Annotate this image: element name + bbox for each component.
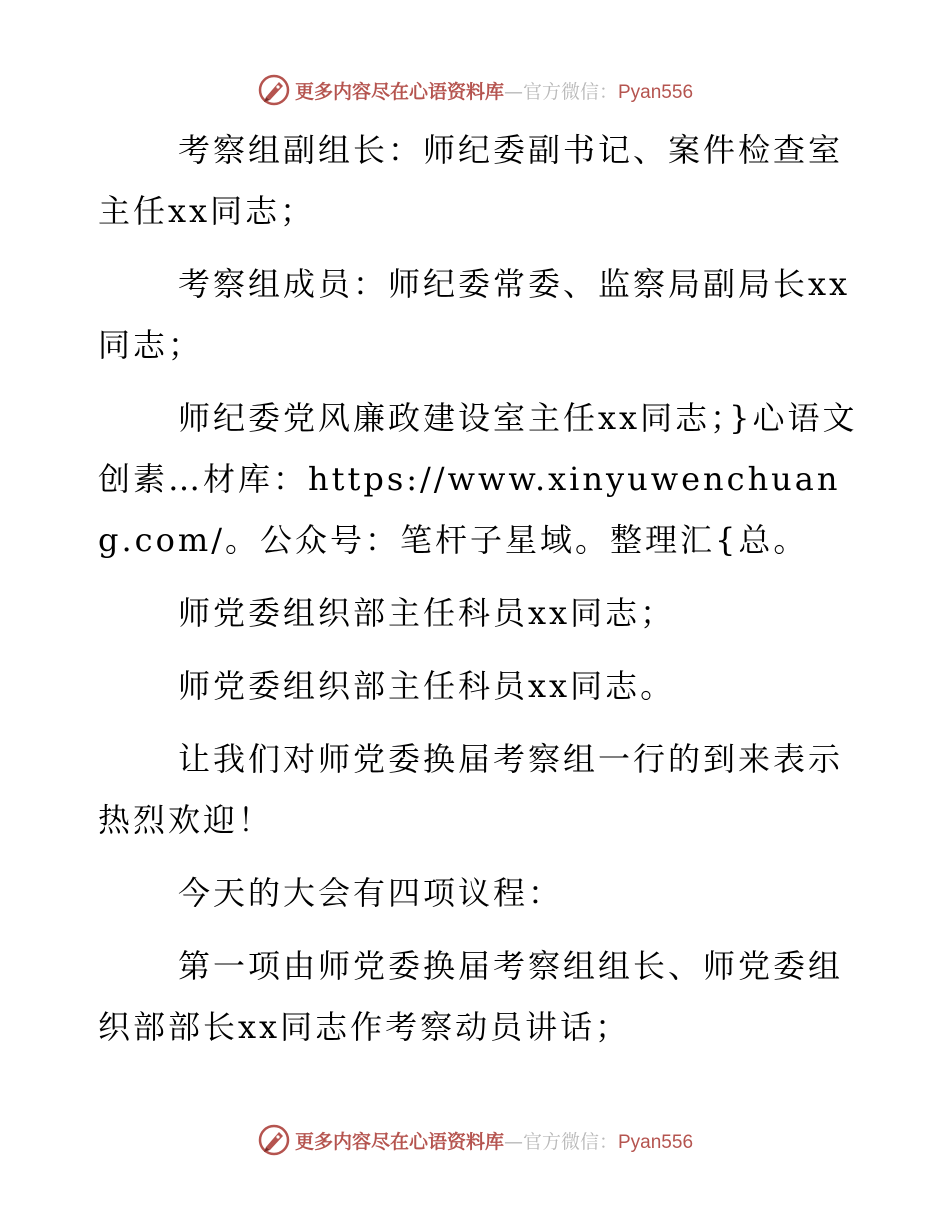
paragraph: 让我们对师党委换届考察组一行的到来表示热烈欢迎！ [98, 740, 844, 839]
paragraph: 师党委组织部主任科员xx同志。 [178, 667, 676, 705]
banner-separator-text: —官方微信： [503, 1130, 618, 1153]
paragraph: 第一项由师党委换届考察组组长、师党委组织部部长xx同志作考察动员讲话； [98, 947, 844, 1046]
document-body [98, 120, 858, 1070]
banner-wechat-id: Pyan556 [618, 1131, 694, 1153]
paragraph: 考察组成员：师纪委常委、监察局副局长xx同志； [98, 265, 851, 364]
paragraph: 师党委组织部主任科员xx同志； [178, 594, 676, 632]
header-watermark-banner [0, 70, 950, 110]
paragraph: 师纪委党风廉政建设室主任xx同志；}心语文创素…材库：https://www.xinyuwenchuang.com/。公众号：笔杆子星域。整理汇{总。 [98, 399, 858, 559]
paragraph: 今天的大会有四项议程： [178, 874, 564, 912]
banner-wechat-id: Pyan556 [618, 81, 694, 103]
pen-nib-logo-icon [257, 73, 291, 107]
pen-nib-logo-icon [257, 1123, 291, 1157]
paragraph: 考察组副组长：师纪委副书记、案件检查室主任xx同志； [98, 131, 844, 230]
banner-brand-text: 更多内容尽在心语资料库 [294, 80, 504, 103]
banner-separator-text: —官方微信： [503, 80, 618, 103]
footer-watermark-banner [0, 1120, 950, 1160]
banner-brand-text: 更多内容尽在心语资料库 [294, 1130, 504, 1153]
